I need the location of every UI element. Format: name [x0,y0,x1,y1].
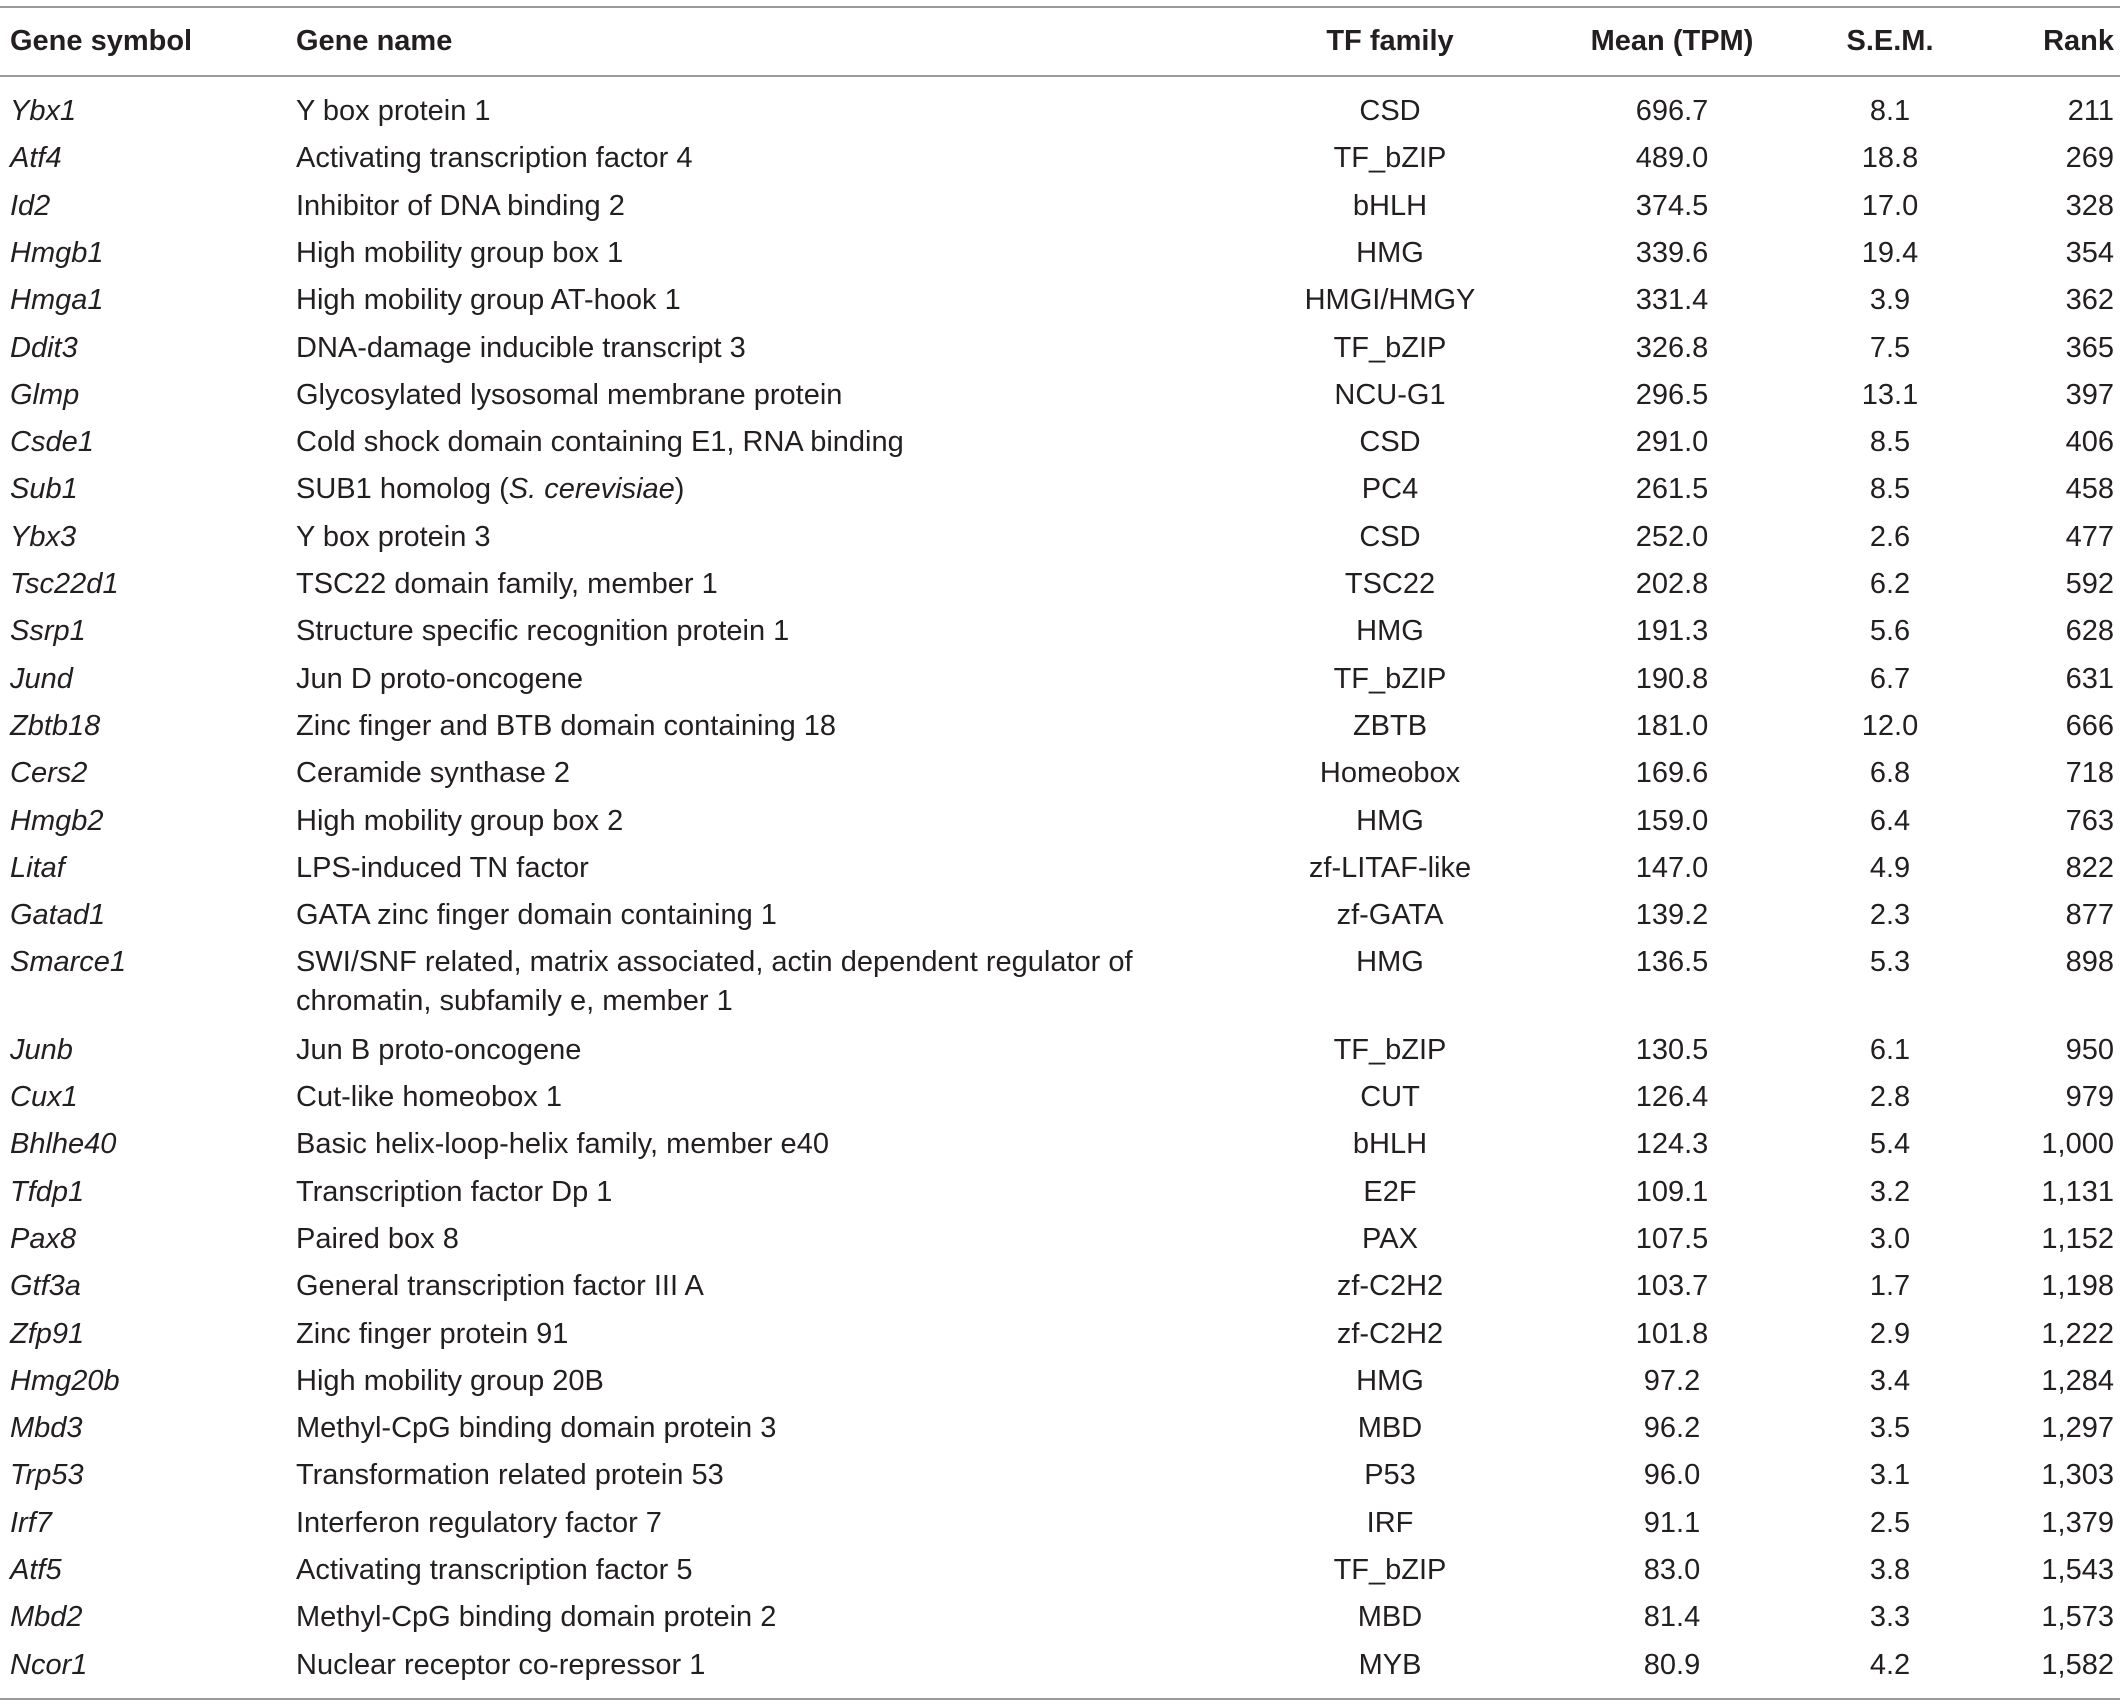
table-row [0,1547,2120,1594]
cell-mean-tpm: 81.4 [1643,1601,1701,1634]
table-row [0,1216,2120,1263]
cell-gene-name: Nuclear receptor co-repressor 1 [296,1648,706,1681]
cell-gene-name: Basic helix-loop-helix family, member e40 [296,1128,829,1161]
cell-tf-family: E2F [1363,1175,1417,1208]
cell-sem: 2.5 [1869,1506,1911,1539]
cell-tf-family: CUT [1360,1081,1420,1113]
cell-gene-symbol: Zfp91 [10,1317,85,1350]
cell-mean-tpm: 191.3 [1635,615,1709,648]
cell-mean-tpm: 190.8 [1635,662,1709,695]
cell-gene-symbol: Bhlhe40 [10,1128,117,1161]
cell-sem: 3.0 [1869,1222,1911,1255]
cell-gene-name: Structure specific recognition protein 1 [296,615,790,648]
cell-mean-tpm: 139.2 [1635,899,1709,932]
cell-tf-family: HMG [1356,1364,1424,1397]
cell-sem: 3.1 [1869,1459,1911,1492]
cell-sem: 6.8 [1869,757,1911,790]
cell-rank: 1,152 [2041,1222,2114,1255]
cell-sem: 6.1 [1869,1033,1911,1066]
cell-gene-name: Methyl-CpG binding domain protein 3 [296,1412,777,1445]
cell-mean-tpm: 331.4 [1635,284,1709,317]
table-row [0,1358,2120,1405]
cell-rank: 477 [2065,520,2114,553]
cell-sem: 5.3 [1869,946,1911,979]
table-row [0,1500,2120,1547]
cell-gene-symbol: Glmp [10,378,80,411]
cell-gene-symbol: Ncor1 [10,1648,88,1681]
table-row [0,703,2120,750]
table-row [0,419,2120,466]
cell-rank: 1,303 [2041,1459,2114,1492]
cell-tf-family: zf-LITAF-like [1308,851,1472,884]
cell-gene-name: TSC22 domain family, member 1 [296,568,718,600]
cell-sem: 3.4 [1869,1364,1911,1397]
cell-gene-symbol: Litaf [10,851,65,884]
cell-mean-tpm: 107.5 [1635,1222,1709,1255]
cell-rank: 211 [2067,95,2114,127]
cell-gene-name: General transcription factor III A [296,1270,704,1303]
table-row [0,1027,2120,1074]
cell-mean-tpm: 80.9 [1643,1648,1701,1681]
cell-tf-family: CSD [1359,95,1421,127]
cell-gene-symbol: Tfdp1 [10,1175,85,1208]
cell-tf-family: zf-C2H2 [1336,1317,1444,1350]
cell-rank: 362 [2065,284,2114,317]
table-row [0,1263,2120,1310]
cell-rank: 328 [2065,189,2114,222]
cell-tf-family: HMG [1356,615,1424,648]
cell-gene-symbol: Sub1 [10,473,78,506]
cell-mean-tpm: 169.6 [1635,757,1709,790]
cell-gene-symbol: Cers2 [10,757,88,790]
table-row [0,1121,2120,1168]
cell-rank: 1,573 [2041,1601,2114,1634]
cell-gene-name: High mobility group box 2 [296,804,624,837]
cell-rank: 1,222 [2041,1317,2114,1350]
cell-mean-tpm: 109.1 [1635,1175,1709,1208]
cell-mean-tpm: 291.0 [1635,426,1709,459]
cell-sem: 6.2 [1869,568,1911,600]
table-row [0,325,2120,372]
cell-gene-symbol: Jund [10,662,73,695]
cell-gene-name: Interferon regulatory factor 7 [296,1506,662,1539]
cell-gene-name: Y box protein 1 [296,95,491,127]
header-gene-symbol: Gene symbol [10,25,193,57]
cell-gene-symbol: Pax8 [10,1222,77,1255]
cell-gene-symbol: Gtf3a [10,1270,81,1303]
cell-tf-family: MBD [1357,1601,1423,1634]
table-row [0,466,2120,513]
cell-gene-symbol: Cux1 [10,1081,78,1113]
cell-gene-symbol: Tsc22d1 [10,568,119,600]
cell-tf-family: MBD [1357,1412,1423,1445]
cell-sem: 19.4 [1861,236,1919,269]
cell-gene-name: Transformation related protein 53 [296,1459,724,1492]
cell-gene-name: Y box protein 3 [296,520,491,553]
cell-tf-family: zf-GATA [1336,899,1444,932]
table-row [0,750,2120,797]
table-row [0,1452,2120,1499]
cell-mean-tpm: 101.8 [1635,1317,1709,1350]
cell-rank: 592 [2065,568,2114,600]
cell-mean-tpm: 96.2 [1643,1412,1701,1445]
cell-rank: 397 [2065,378,2114,411]
cell-tf-family: TF_bZIP [1333,1554,1447,1586]
cell-tf-family: PAX [1362,1222,1418,1255]
cell-sem: 2.3 [1869,899,1911,932]
cell-gene-name: Glycosylated lysosomal membrane protein [296,378,843,411]
cell-gene-name [296,470,684,509]
cell-gene-symbol: Ssrp1 [10,615,86,648]
cell-rank: 898 [2065,946,2114,979]
cell-mean-tpm: 96.0 [1643,1459,1701,1492]
cell-mean-tpm: 126.4 [1635,1081,1709,1113]
cell-gene-name: Cut-like homeobox 1 [296,1081,562,1113]
cell-tf-family: bHLH [1352,1128,1428,1161]
cell-sem: 8.5 [1869,473,1911,506]
table-row [0,939,2120,1018]
cell-tf-family: HMG [1356,946,1424,979]
cell-tf-family: TF_bZIP [1333,662,1447,695]
table-header-row [0,8,2120,75]
table-row [0,230,2120,277]
cell-tf-family: TSC22 [1344,568,1436,600]
cell-sem: 3.3 [1869,1601,1911,1634]
cell-gene-symbol: Hmg20b [10,1364,120,1397]
cell-mean-tpm: 252.0 [1635,520,1709,553]
table-row [0,1074,2120,1121]
cell-tf-family: Homeobox [1319,757,1461,790]
cell-sem: 1.7 [1869,1270,1911,1303]
table-row [0,1405,2120,1452]
cell-mean-tpm: 374.5 [1635,189,1709,222]
table-row [0,608,2120,655]
gene-name-text: SUB1 homolog ( [296,473,509,506]
cell-tf-family: HMG [1356,236,1424,269]
table-row [0,514,2120,561]
cell-mean-tpm: 696.7 [1635,95,1709,127]
table-row [0,88,2120,135]
cell-gene-name: High mobility group 20B [296,1364,604,1397]
cell-sem: 3.8 [1869,1554,1911,1586]
cell-gene-name: Methyl-CpG binding domain protein 2 [296,1601,777,1634]
cell-gene-symbol: Irf7 [10,1506,52,1539]
cell-sem: 2.8 [1869,1081,1911,1113]
cell-gene-name: Activating transcription factor 5 [296,1554,693,1586]
cell-rank: 666 [2065,709,2114,742]
cell-gene-symbol: Smarce1 [10,946,127,979]
cell-mean-tpm: 91.1 [1643,1506,1701,1539]
cell-gene-symbol: Hmga1 [10,284,104,317]
cell-mean-tpm: 103.7 [1635,1270,1709,1303]
cell-tf-family: ZBTB [1352,709,1428,742]
cell-tf-family: HMG [1356,804,1424,837]
cell-tf-family: P53 [1364,1459,1416,1492]
cell-gene-symbol: Mbd2 [10,1601,83,1634]
cell-sem: 5.6 [1869,615,1911,648]
cell-sem: 2.6 [1869,520,1911,553]
cell-tf-family: zf-C2H2 [1336,1270,1444,1303]
cell-rank: 631 [2065,662,2114,695]
cell-gene-name: Cold shock domain containing E1, RNA binding [296,426,904,459]
table-row [0,277,2120,324]
cell-tf-family: MYB [1358,1648,1422,1681]
cell-tf-family: CSD [1359,426,1421,459]
header-gene-name: Gene name [296,25,453,57]
cell-rank: 365 [2065,331,2114,364]
cell-rank: 763 [2065,804,2114,837]
header-mean-tpm: Mean (TPM) [1590,25,1754,57]
cell-sem: 8.5 [1869,426,1911,459]
cell-rank: 1,131 [2041,1175,2114,1208]
cell-gene-symbol: Id2 [10,189,51,222]
cell-mean-tpm: 136.5 [1635,946,1709,979]
cell-tf-family: TF_bZIP [1333,331,1447,364]
cell-mean-tpm: 130.5 [1635,1033,1709,1066]
table-row [0,1642,2120,1689]
cell-gene-name: Jun D proto-oncogene [296,662,583,695]
cell-mean-tpm: 202.8 [1635,568,1709,600]
cell-mean-tpm: 261.5 [1635,473,1709,506]
cell-sem: 7.5 [1869,331,1911,364]
cell-mean-tpm: 97.2 [1643,1364,1701,1397]
cell-gene-name: Paired box 8 [296,1222,459,1255]
table-row [0,656,2120,703]
cell-tf-family: TF_bZIP [1333,142,1447,175]
cell-sem: 3.2 [1869,1175,1911,1208]
cell-gene-name: High mobility group box 1 [296,236,624,269]
table-row [0,1311,2120,1358]
cell-rank: 458 [2065,473,2114,506]
cell-gene-symbol: Atf5 [10,1554,62,1586]
cell-sem: 4.9 [1869,851,1911,884]
cell-tf-family: TF_bZIP [1333,1033,1447,1066]
cell-mean-tpm: 489.0 [1635,142,1709,175]
table-header-rule [0,75,2120,77]
cell-mean-tpm: 159.0 [1635,804,1709,837]
cell-gene-name: Inhibitor of DNA binding 2 [296,189,625,222]
gene-name-species: S. cerevisiae [508,473,675,506]
cell-tf-family: NCU-G1 [1334,378,1446,411]
cell-rank: 406 [2065,426,2114,459]
header-sem: S.E.M. [1846,25,1934,57]
table-row [0,798,2120,845]
cell-rank: 1,379 [2041,1506,2114,1539]
table-row [0,135,2120,182]
cell-rank: 1,198 [2041,1270,2114,1303]
cell-mean-tpm: 339.6 [1635,236,1709,269]
cell-sem: 17.0 [1861,189,1919,222]
cell-gene-name: Activating transcription factor 4 [296,142,693,175]
cell-sem: 2.9 [1869,1317,1911,1350]
cell-sem: 5.4 [1869,1128,1911,1161]
cell-gene-symbol: Csde1 [10,426,94,459]
header-tf-family: TF family [1326,25,1454,57]
cell-gene-name: Zinc finger and BTB domain containing 18 [296,709,837,742]
cell-rank: 1,582 [2041,1648,2114,1681]
cell-gene-symbol: Ybx3 [10,520,77,553]
cell-tf-family: IRF [1366,1506,1414,1539]
cell-gene-name: Zinc finger protein 91 [296,1317,569,1350]
cell-mean-tpm: 326.8 [1635,331,1709,364]
cell-gene-symbol: Gatad1 [10,899,106,932]
cell-gene-name: GATA zinc finger domain containing 1 [296,899,777,932]
cell-rank: 1,284 [2041,1364,2114,1397]
table-row [0,561,2120,608]
table-row [0,372,2120,419]
cell-tf-family: HMGI/HMGY [1304,284,1476,317]
cell-sem: 8.1 [1869,95,1911,127]
cell-rank: 354 [2065,236,2114,269]
cell-gene-symbol: Hmgb2 [10,804,104,837]
cell-sem: 3.9 [1869,284,1911,317]
cell-gene-name: Transcription factor Dp 1 [296,1175,613,1208]
cell-sem: 6.7 [1869,662,1911,695]
cell-rank: 877 [2065,899,2114,932]
cell-gene-symbol: Mbd3 [10,1412,83,1445]
cell-gene-name: Ceramide synthase 2 [296,757,571,790]
cell-gene-symbol: Hmgb1 [10,236,104,269]
table-row [0,845,2120,892]
cell-tf-family: bHLH [1352,189,1428,222]
cell-gene-name: High mobility group AT-hook 1 [296,284,681,317]
cell-rank: 269 [2065,142,2114,175]
table-row [0,183,2120,230]
cell-gene-symbol: Ybx1 [10,95,77,127]
cell-tf-family: PC4 [1361,473,1419,506]
table-row [0,1594,2120,1641]
cell-sem: 12.0 [1861,709,1919,742]
cell-gene-name: Jun B proto-oncogene [296,1033,582,1066]
table-row [0,1169,2120,1216]
cell-rank: 979 [2065,1081,2114,1113]
cell-mean-tpm: 147.0 [1635,851,1709,884]
cell-rank: 718 [2065,757,2114,790]
cell-gene-symbol: Atf4 [10,142,62,175]
cell-gene-name: LPS-induced TN factor [296,851,589,884]
cell-mean-tpm: 181.0 [1635,709,1709,742]
cell-mean-tpm: 296.5 [1635,378,1709,411]
cell-sem: 3.5 [1869,1412,1911,1445]
table-bottom-rule [0,1698,2120,1700]
header-rank: Rank [2043,25,2114,57]
table-row [0,892,2120,939]
cell-mean-tpm: 83.0 [1643,1554,1701,1586]
cell-mean-tpm: 124.3 [1635,1128,1709,1161]
cell-rank: 1,000 [2041,1128,2114,1161]
cell-sem: 18.8 [1861,142,1919,175]
cell-gene-symbol: Trp53 [10,1459,84,1492]
cell-gene-symbol: Zbtb18 [10,709,101,742]
cell-gene-symbol: Junb [10,1033,73,1066]
cell-rank: 822 [2065,851,2114,884]
gene-name-tail: ) [674,473,685,506]
cell-sem: 4.2 [1869,1648,1911,1681]
cell-sem: 6.4 [1869,804,1911,837]
cell-rank: 1,543 [2041,1554,2114,1586]
cell-gene-name: SWI/SNF related, matrix associated, actin dependent regulator of chromatin, subfamily e, member 1 [296,946,1133,1018]
cell-sem: 13.1 [1861,378,1919,411]
cell-rank: 628 [2065,615,2114,648]
cell-gene-symbol: Ddit3 [10,331,78,364]
cell-rank: 950 [2065,1033,2114,1066]
cell-rank: 1,297 [2041,1412,2114,1445]
cell-tf-family: CSD [1359,520,1421,553]
cell-gene-name: DNA-damage inducible transcript 3 [296,331,746,364]
